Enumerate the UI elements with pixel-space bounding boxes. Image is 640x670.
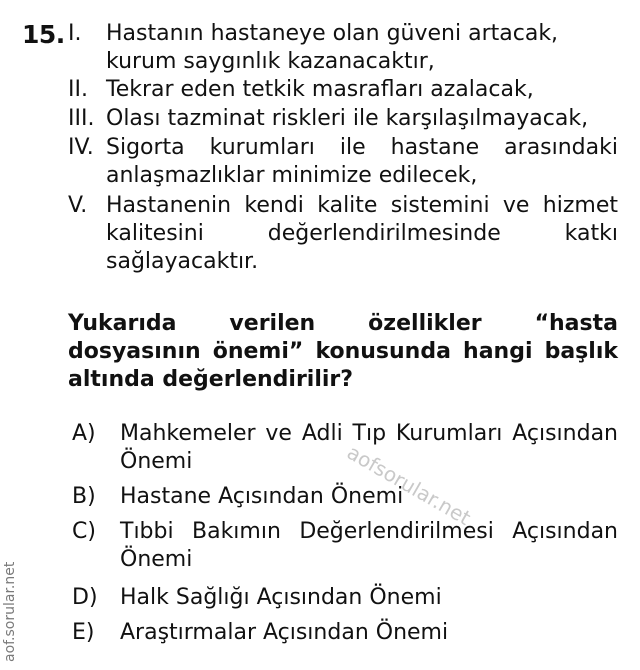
option-label: C)	[72, 519, 96, 544]
roman-numeral: V.	[68, 193, 88, 218]
statement-line: Sigorta kurumları ile hastane arasındaki	[106, 135, 618, 160]
statement-item	[68, 134, 618, 190]
question-prompt: Yukarıda verilen özellikler “hasta dosyasının önemi” konusunda hangi başlık altında değerlendirilir?	[68, 311, 618, 392]
option-text: Halk Sağlığı Açısından Önemi	[120, 585, 442, 610]
roman-numeral: I.	[68, 21, 82, 46]
option-text: Mahkemeler ve Adli Tıp Kurumları Açısından Önemi	[120, 421, 618, 474]
statement-text: Olası tazminat riskleri ile karşılaşılmayacak,	[106, 106, 589, 131]
statement-line: kurum saygınlık kazanacaktır,	[106, 49, 435, 74]
option-label: B)	[72, 484, 96, 509]
roman-numeral: II.	[68, 77, 88, 102]
answer-option-a[interactable]	[72, 420, 618, 476]
question-number: 15.	[22, 20, 65, 49]
statement-line: kalitesini değerlendirilmesinde katkı	[106, 221, 618, 246]
watermark-side: aof.sorular.net	[2, 561, 18, 662]
statement-item	[68, 105, 618, 133]
statement-item	[68, 76, 618, 104]
answer-option-d[interactable]	[72, 584, 618, 612]
statement-text	[106, 134, 618, 190]
option-text: Araştırmalar Açısından Önemi	[120, 620, 449, 645]
statement-line: anlaşmazlıklar minimize edilecek,	[106, 163, 478, 188]
watermark-diagonal: aofsorular.net	[343, 440, 475, 531]
roman-numeral: IV.	[68, 135, 94, 160]
option-text: Hastane Açısından Önemi	[120, 484, 404, 509]
statement-text	[106, 192, 618, 276]
option-label: A)	[72, 421, 96, 446]
roman-numeral: III.	[68, 106, 95, 131]
answer-option-e[interactable]	[72, 619, 618, 647]
statement-line	[106, 20, 618, 48]
statement-line-text: Hastanın hastaneye olan güveni artacak,	[106, 21, 559, 46]
statement-text: Tekrar eden tetkik masrafları azalacak,	[106, 77, 534, 102]
option-label: D)	[72, 585, 98, 610]
option-label: E)	[72, 620, 95, 645]
answer-option-b[interactable]	[72, 483, 618, 511]
statement-line: sağlayacaktır.	[106, 249, 259, 274]
statement-item	[68, 192, 618, 276]
statement-line: Hastanenin kendi kalite sistemini ve hizmet	[106, 193, 618, 218]
answer-option-c[interactable]	[72, 518, 618, 574]
statement-text	[106, 20, 618, 76]
option-text: Tıbbi Bakımın Değerlendirilmesi Açısından Önemi	[120, 519, 618, 572]
statement-item	[68, 20, 618, 76]
